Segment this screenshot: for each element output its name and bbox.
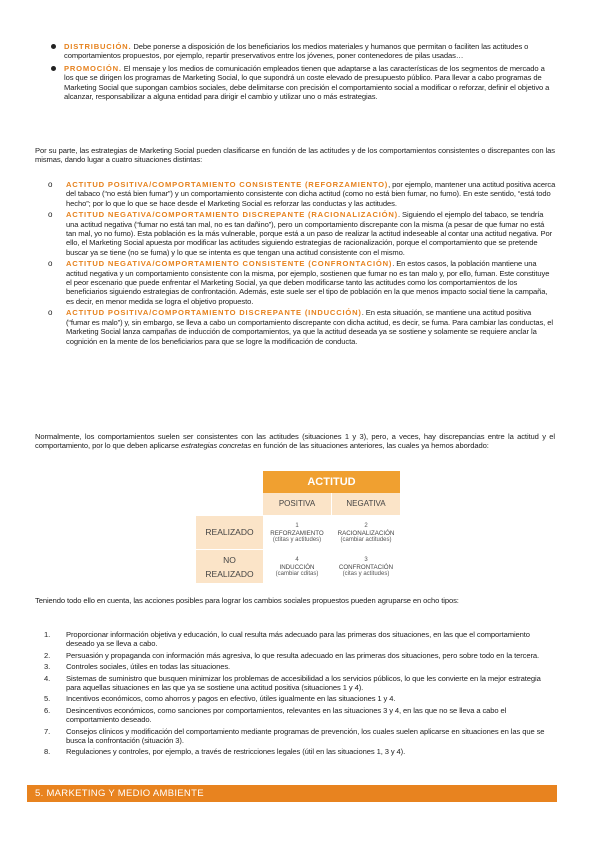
- table-col-positiva: POSITIVA: [263, 493, 331, 515]
- normal-paragraph: Normalmente, los comportamientos suelen ser consistentes con las actitudes (situaciones 1 y 3), pero, a veces, hay discrepancias entre la actitud y el comportamiento, por lo que deben aplicarse estrategias concretas en función de las situaciones anteriores, las cuales ya hemos abordado:: [35, 432, 555, 451]
- bullet-dot-icon: [51, 44, 56, 49]
- actions-paragraph: Teniendo todo ello en cuenta, las acciones posibles para lograr los cambios sociales propuestos pueden agruparse en ocho tipos:: [35, 596, 459, 605]
- bullet-promocion: [46, 64, 556, 102]
- section-heading-bar: 5. MARKETING Y MEDIO AMBIENTE: [27, 785, 557, 802]
- bullet-distribucion: [46, 42, 556, 61]
- table-cell-induccion: 4 INDUCCIÓN (cambiar cditas): [275, 557, 319, 577]
- table-row-realizado: REALIZADO: [196, 516, 263, 549]
- action-item: 7. Consejos clínicos y modificación del comportamiento mediante programas de prevención, los cuales suelen aplicarse en situaciones en las que se busca la confrontación (situación 3).: [44, 726, 545, 746]
- table-cell-racionalizacion: 2 RACIONALIZACIÓN (cambiar actitudes): [337, 523, 395, 543]
- situation-item: o ACTITUD POSITIVA/COMPORTAMIENTO CONSISTENTE (REFORZAMIENTO), por ejemplo, mantener una actitud positiva acerca del tabaco (“no está bien fumar”) y un comportamiento consistente con dicha actitud (como no está bien fumar, no fumo). En este sentido, “está todo hecho”; por lo que lo que se hace desde el Marketing Social es reforzar las conductas y las actitudes.: [48, 180, 556, 208]
- bullet-heading: PROMOCIÓN.: [64, 63, 122, 73]
- actions-list: [38, 630, 556, 759]
- bullet-text: El mensaje y los medios de comunicación empleados tienen que adaptarse a las características de los segmentos de mercado a los que se dirigen los programas de Marketing Social, lo que supondrá un coste elevado de presupuesto público. Para llevar a cabo programas de Marketing Social que supongan cambios sociales, debe delimitarse con precisión el comportamiento social a modificar o reforzar, definir el objetivo a alcanzar, responsabilizar a alguna entidad para dirigir el cambio y utilizar uno o más estrategias.: [64, 63, 550, 102]
- circle-bullet-icon: o: [48, 308, 53, 318]
- action-item: 1. Proporcionar información objetiva y educación, lo cual resulta más adecuado para las primeras dos situaciones, en las que el comportamiento deseado ya se lleva a cabo.: [44, 630, 530, 649]
- circle-bullet-icon: o: [48, 210, 53, 220]
- action-item: 6. Desincentivos económicos, como sanciones por comportamientos, relevantes en las situaciones 3 y 4, en las que no se lleva a cabo el comportamiento deseado.: [44, 705, 507, 725]
- bullet-dot-icon: [51, 66, 56, 71]
- action-item: 2. Persuasión y propaganda con información más agresiva, lo que resulta adecuado en las primeras dos situaciones, pero sobre todo en la tercera.: [44, 650, 540, 660]
- table-col-negativa: NEGATIVA: [332, 493, 400, 515]
- situations-list: [46, 180, 556, 348]
- table-cell-confrontacion: 3 CONFRONTACIÓN (citas y actitudes): [338, 557, 394, 577]
- table-title: ACTITUD: [263, 471, 400, 493]
- bullet-text: Debe ponerse a disposición de los beneficiarios los medios materiales y humanos que permitan o faciliten las actitudes o comportamientos propuestos, por ejemplo, repartir preservativos entre los jóvenes, poner contenedores de pilas usadas…: [64, 42, 529, 61]
- table-cell-reforzamiento: 1 REFORZAMIENTO (ctitas y actitudes): [270, 523, 324, 543]
- bullet-list: [46, 42, 556, 104]
- action-item: 3. Controles sociales, útiles en todas las situaciones.: [44, 662, 231, 672]
- situation-item: o ACTITUD NEGATIVA/COMPORTAMIENTO DISCREPANTE (RACIONALIZACIÓN). Siguiendo el ejemplo del tabaco, se tendría una actitud negativa (“fumar no está tan mal, no es tan dañino”), pero un comportamiento discrepante con la misma (a pesar de que fumar no está tan mal, yo no fumo). Esta población es la más vulnerable, porque está a un paso de realizar la actitud indeseable al contar una actitud negativa. Por ello, el Marketing Social apuesta por modificar las actitudes siguiendo estrategias de racionalización, porque el comportamiento que se pretende buscar ya se tiene (no se fuma) y lo que se intenta es que tengan una actitud consistente con el mismo.: [48, 210, 553, 257]
- table-row-no-realizado: NO REALIZADO: [196, 550, 263, 583]
- attitude-table: [196, 471, 400, 583]
- action-item: 8. Regulaciones y controles, por ejemplo, a través de restricciones legales (útil en las situaciones 1, 3 y 4).: [44, 747, 406, 757]
- action-item: 4. Sistemas de suministro que busquen minimizar los problemas de accesibilidad a los servicios públicos, lo que les convierte en la mejor estrategia para aquellas situaciones en las que ya se sostiene una actitud positiva (situaciones 1 y 4).: [44, 673, 541, 693]
- circle-bullet-icon: o: [48, 180, 53, 189]
- circle-bullet-icon: o: [48, 259, 53, 269]
- situation-item: o ACTITUD POSITIVA/COMPORTAMIENTO DISCREPANTE (INDUCCIÓN). En esta situación, se mantiene una actitud positiva (“fumar es malo”) y, sin embargo, se lleva a cabo un comportamiento discrepante con dicha actitud, es decir, se fuma. Para cambiar las conductas, el Marketing Social lanza campañas de inducción de comportamientos, ya que la actitud deseada ya se sostiene y solamente se requiere anclar la cognición en la mente de los beneficiarios para que se logre la modificación de conducta.: [48, 308, 553, 346]
- situation-item: o ACTITUD NEGATIVA/COMPORTAMIENTO CONSISTENTE (CONFRONTACIÓN). En estos casos, la población mantiene una actitud negativa y un comportamiento consistente con la misma, por ejemplo, sostienen que fumar no es tan malo y, por ello, fuman. Este constituye el peor escenario que puede enfrentar el Marketing Social, ya que deben modificarse tanto las actitudes como los comportamientos de los beneficiarios siguiendo estrategias de confrontación. Además, este suele ser el tipo de población en la que menos impacto social tiene la campaña, es decir, en menor medida se logra el objetivo propuesto.: [48, 259, 550, 306]
- intro-paragraph: Por su parte, las estrategias de Marketing Social pueden clasificarse en función de las actitudes y de los comportamientos consistentes o discrepantes con las mismas, dando lugar a cuatro situaciones distintas:: [35, 146, 555, 165]
- action-item: 5. Incentivos económicos, como ahorros y pagos en efectivo, útiles igualmente en las situaciones 1 y 4.: [44, 694, 396, 704]
- bullet-heading: DISTRIBUCIÓN.: [64, 42, 132, 51]
